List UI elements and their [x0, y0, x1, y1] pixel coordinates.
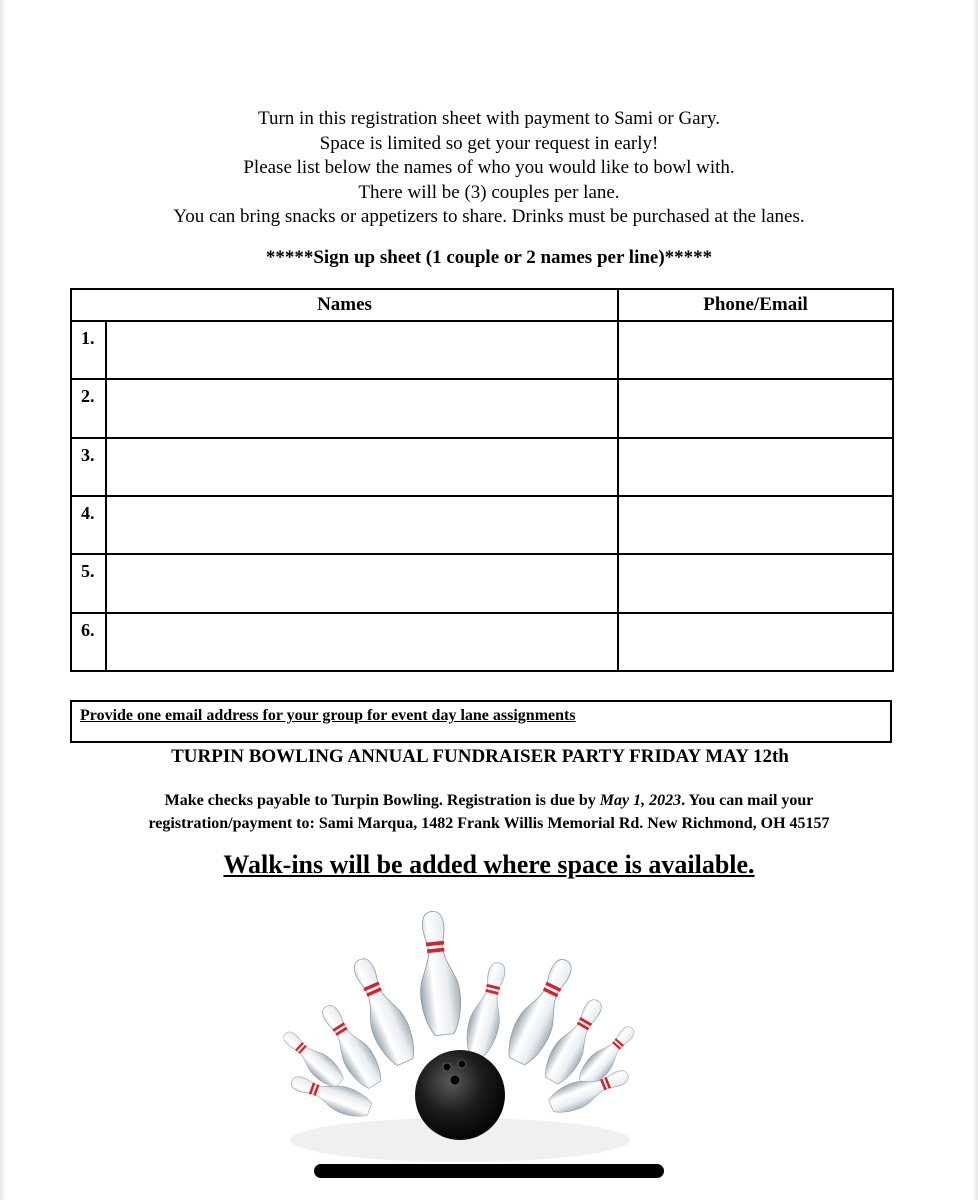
row-number: 3. [71, 438, 106, 496]
row-number: 1. [71, 321, 106, 379]
names-cell[interactable] [106, 496, 618, 554]
due-date: May 1, 2023 [599, 792, 682, 809]
ball-thumb-hole [450, 1075, 460, 1085]
intro-line: Turn in this registration sheet with payment to Sami or Gary. [258, 108, 720, 129]
phone-email-cell[interactable] [618, 613, 893, 671]
phone-email-cell[interactable] [618, 554, 893, 612]
names-cell[interactable] [106, 613, 618, 671]
names-cell[interactable] [106, 379, 618, 437]
payment-line-2: registration/payment to: Sami Marqua, 1482 Frank Willis Memorial Rd. New Richmond, OH 45157 [148, 815, 830, 832]
intro-line: You can bring snacks or appetizers to share. Drinks must be purchased at the lanes. [173, 206, 805, 227]
phone-email-cell[interactable] [618, 496, 893, 554]
payment-instructions [0, 789, 978, 835]
names-cell[interactable] [106, 321, 618, 379]
phone-email-cell[interactable] [618, 321, 893, 379]
home-indicator[interactable] [314, 1164, 664, 1178]
payment-line-1 [0, 789, 978, 812]
table-row [71, 321, 893, 379]
table-row [71, 438, 893, 496]
table-row [71, 496, 893, 554]
table-header-row [71, 289, 893, 321]
row-number: 2. [71, 379, 106, 437]
bowling-pin [412, 909, 464, 1036]
phone-email-cell[interactable] [618, 438, 893, 496]
phone-email-header: Phone/Email [618, 289, 893, 321]
signup-title: *****Sign up sheet (1 couple or 2 names per line)***** [265, 247, 713, 268]
intro-line: There will be (3) couples per lane. [358, 181, 620, 203]
bowling-pin [462, 959, 514, 1058]
names-cell[interactable] [106, 554, 618, 612]
ball-finger-hole [443, 1063, 451, 1071]
bowling-pins-illustration [270, 890, 650, 1190]
table-row [71, 379, 893, 437]
intro-line: Space is limited so get your request in early! [319, 132, 659, 154]
group-email-label: Provide one email address for your group for event day lane assignments [80, 707, 576, 724]
names-header: Names [71, 289, 618, 321]
group-email-box[interactable] [70, 700, 892, 743]
signup-table [70, 288, 894, 672]
intro-text [0, 107, 978, 230]
event-title: TURPIN BOWLING ANNUAL FUNDRAISER PARTY FRIDAY MAY 12th [171, 746, 789, 767]
ball-finger-hole [458, 1060, 466, 1068]
row-number: 5. [71, 554, 106, 612]
row-number: 6. [71, 613, 106, 671]
table-row [71, 554, 893, 612]
payment-text: Make checks payable to Turpin Bowling. Registration is due by [164, 792, 600, 809]
phone-email-cell[interactable] [618, 379, 893, 437]
row-number: 4. [71, 496, 106, 554]
payment-text-cont: . You can mail your [681, 792, 814, 809]
intro-line: Please list below the names of who you would like to bowl with. [243, 157, 735, 178]
walkins-notice: Walk-ins will be added where space is available. [223, 850, 755, 879]
table-row [71, 613, 893, 671]
names-cell[interactable] [106, 438, 618, 496]
